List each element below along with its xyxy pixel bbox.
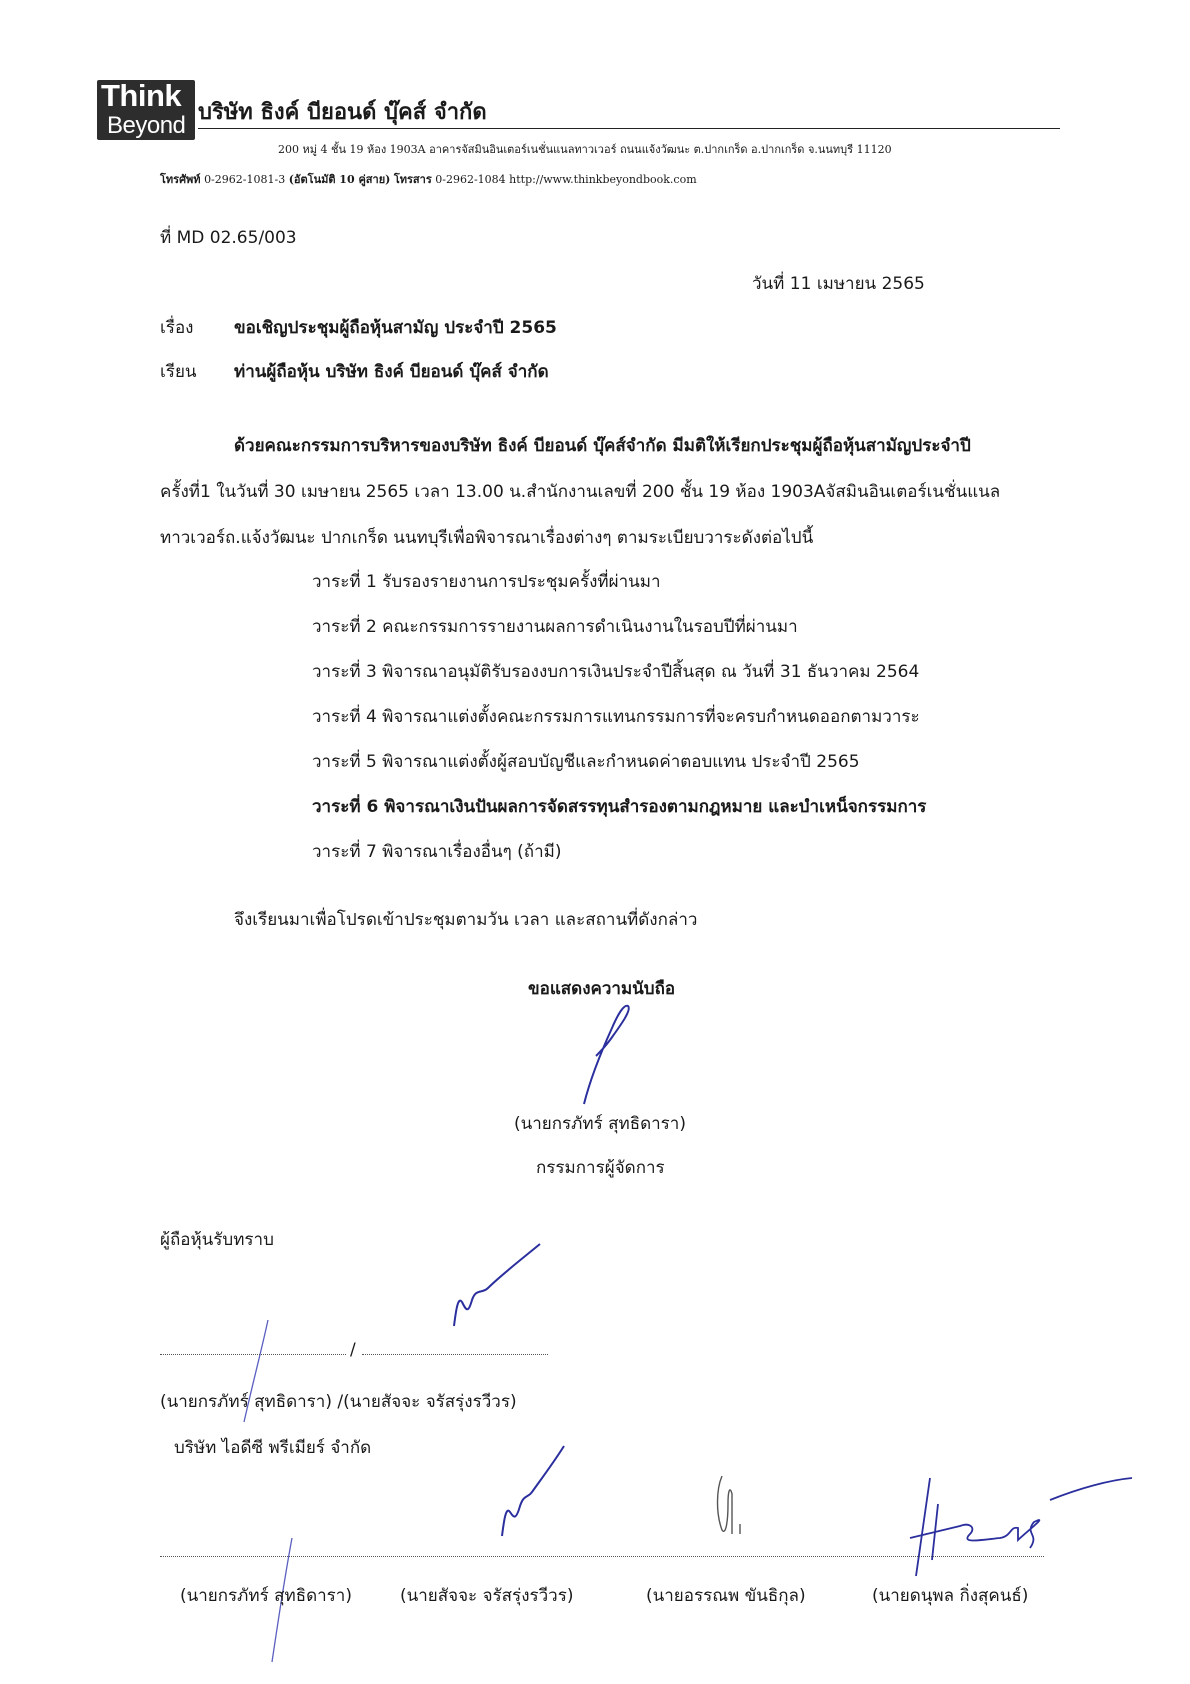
regards-text: ขอแสดงความนับถือ	[528, 979, 676, 999]
logo-text-think: Think	[101, 78, 182, 113]
acknowledgement-label: ผู้ถือหุ้นรับทราบ	[160, 1230, 274, 1250]
ack-slash: /	[350, 1340, 356, 1360]
md-signature	[580, 1000, 640, 1110]
phone-number: 0-2962-1081-3	[204, 173, 286, 186]
recipient-text: ท่านผู้ถือหุ้น บริษัท ธิงค์ บียอนด์ บุ๊คส์ จำกัด	[234, 362, 549, 382]
agenda-item-2: วาระที่ 2 คณะกรรมการรายงานผลการดำเนินงานในรอบปีที่ผ่านมา	[312, 617, 798, 637]
subject-label: เรื่อง	[160, 318, 194, 338]
agenda-item-5: วาระที่ 5 พิจารณาแต่งตั้งผู้สอบบัญชีและกำหนดค่าตอบแทน ประจำปี 2565	[312, 752, 860, 772]
proxy-names: (นายกรภัทร์ สุทธิดารา) /(นายสัจจะ จรัสรุ่งรวีวร)	[160, 1392, 517, 1412]
body-paragraph-line-2: ครั้งที่1 ในวันที่ 30 เมษายน 2565 เวลา 13.00 น.สำนักงานเลขที่ 200 ชั้น 19 ห้อง 1903Aจัสมินอินเตอร์เนชั่นแนล	[160, 482, 1001, 502]
ack-dotted-line-left	[160, 1354, 346, 1355]
body-paragraph-line-3: ทาวเวอร์ถ.แจ้งวัฒนะ ปากเกร็ด นนทบุรีเพื่อพิจารณาเรื่องต่างๆ ตามระเบียบวาระดังต่อไปนี้	[160, 528, 814, 548]
recipient-label: เรียน	[160, 362, 197, 382]
signer-name-1: (นายกรภัทร์ สุทธิดารา)	[180, 1586, 352, 1606]
company-contact	[160, 170, 697, 188]
proxy-company: บริษัท ไอดีซี พรีเมียร์ จำกัด	[174, 1438, 372, 1458]
signer-name-2: (นายสัจจะ จรัสรุ่งรวีวร)	[400, 1586, 574, 1606]
phone-label: โทรศัพท์	[160, 173, 201, 186]
agenda-item-6: วาระที่ 6 พิจารณาเงินปันผลการจัดสรรทุนสำรองตามกฎหมาย และบำเหน็จกรรมการ	[312, 797, 927, 817]
md-signer-name: (นายกรภัทร์ สุทธิดารา)	[514, 1114, 686, 1134]
agenda-item-4: วาระที่ 4 พิจารณาแต่งตั้งคณะกรรมการแทนกรรมการที่จะครบกำหนดออกตามวาระ	[312, 707, 920, 727]
fax-label: โทรสาร	[393, 173, 432, 186]
agenda-item-7: วาระที่ 7 พิจารณาเรื่องอื่นๆ (ถ้ามี)	[312, 842, 562, 862]
md-signer-title: กรรมการผู้จัดการ	[536, 1158, 665, 1178]
closing-sentence: จึงเรียนมาเพื่อโปรดเข้าประชุมตามวัน เวลา และสถานที่ดังกล่าว	[234, 910, 698, 930]
ack-signature-1	[448, 1240, 548, 1330]
agenda-item-3: วาระที่ 3 พิจารณาอนุมัติรับรองงบการเงินประจำปีสิ้นสุด ณ วันที่ 31 ธันวาคม 2564	[312, 662, 920, 682]
letter-date: วันที่ 11 เมษายน 2565	[752, 274, 925, 294]
company-logo	[97, 80, 195, 140]
signatures-dotted-line	[160, 1556, 1044, 1557]
subject-text: ขอเชิญประชุมผู้ถือหุ้นสามัญ ประจำปี 2565	[234, 318, 557, 338]
website-link[interactable]: http://www.thinkbeyondbook.com	[509, 173, 697, 186]
signer-name-4: (นายดนุพล กิ่งสุคนธ์)	[872, 1586, 1029, 1606]
logo-text-beyond: Beyond	[107, 112, 186, 139]
ack-dotted-line-right	[362, 1354, 548, 1355]
signature-annop	[712, 1470, 762, 1540]
company-name: บริษัท ธิงค์ บียอนด์ บุ๊คส์ จำกัด	[198, 99, 487, 125]
signature-danuphon	[900, 1468, 1140, 1578]
signer-name-3: (นายอรรณพ ขันธิกุล)	[646, 1586, 806, 1606]
reference-number: ที่ MD 02.65/003	[160, 228, 297, 248]
letterhead-divider	[198, 128, 1060, 129]
fax-number: 0-2962-1084	[435, 173, 506, 186]
agenda-item-1: วาระที่ 1 รับรองรายงานการประชุมครั้งที่ผ่านมา	[312, 572, 661, 592]
body-paragraph-line-1: ด้วยคณะกรรมการบริหารของบริษัท ธิงค์ บียอนด์ บุ๊คส์จำกัด มีมติให้เรียกประชุมผู้ถือหุ้นสามัญประจำปี	[234, 436, 971, 456]
phone-note: (อัตโนมัติ 10 คู่สาย)	[288, 173, 391, 186]
company-address: 200 หมู่ 4 ชั้น 19 ห้อง 1903A อาคารจัสมินอินเตอร์เนชั่นแนลทาวเวอร์ ถนนแจ้งวัฒนะ ต.ปากเกร็ด อ.ปากเกร็ด จ.นนทบุรี 11120	[278, 143, 892, 156]
signature-sajja	[498, 1440, 568, 1540]
